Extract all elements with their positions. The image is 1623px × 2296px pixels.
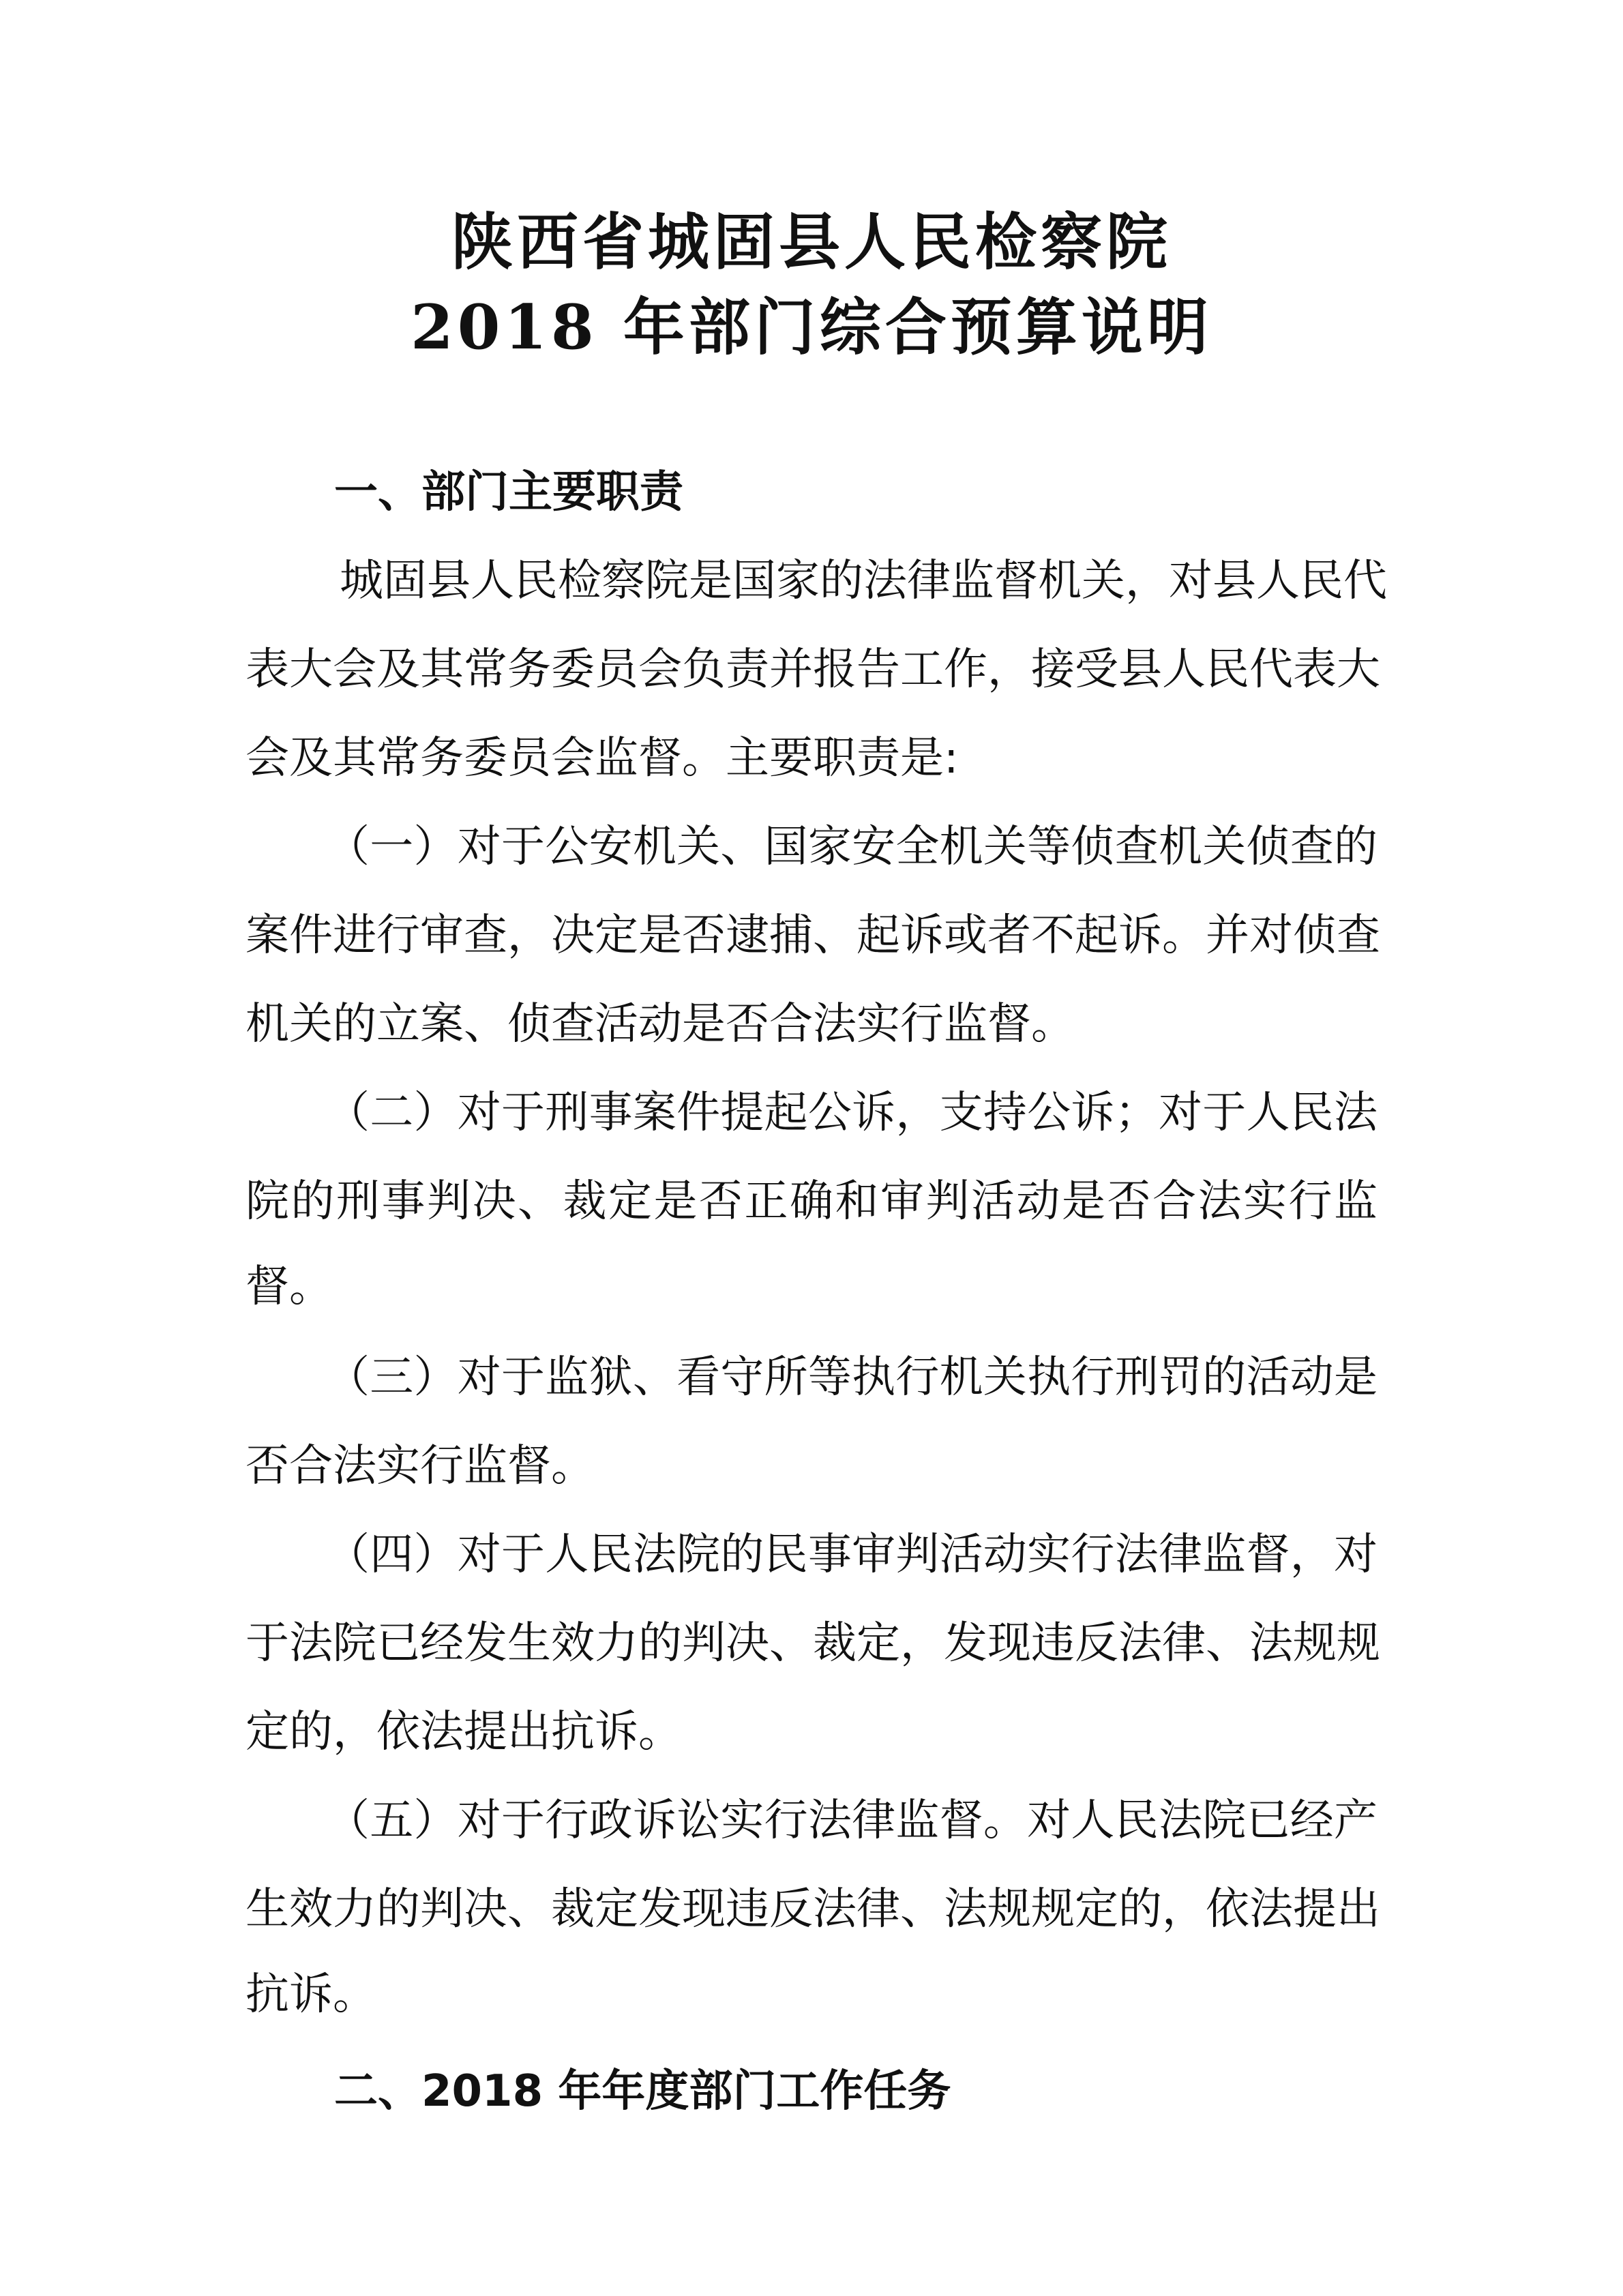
paragraph-line: （三）对于监狱、看守所等执行机关执行刑罚的活动是 [326, 1352, 1378, 1403]
document-title-line1: 陕西省城固县人民检察院 [451, 206, 1172, 278]
paragraph-line: （五）对于行政诉讼实行法律监督。对人民法院已经产 [326, 1795, 1378, 1846]
paragraph-line: 生效力的判决、裁定发现违反法律、法规规定的，依法提出 [245, 1884, 1380, 1935]
paragraph-line: 机关的立案、侦查活动是否合法实行监督。 [245, 999, 1075, 1049]
document-title-line2: 2018 年部门综合预算说明 [411, 291, 1212, 363]
paragraph-line: 抗诉。 [245, 1969, 376, 2020]
paragraph-line: 案件进行审查，决定是否逮捕、起诉或者不起诉。并对侦查 [245, 910, 1380, 961]
section-heading-tasks: 二、2018 年年度部门工作任务 [334, 2066, 951, 2117]
paragraph-line: 否合法实行监督。 [245, 1441, 595, 1491]
paragraph-line: 城固县人民检察院是国家的法律监督机关，对县人民代 [340, 556, 1387, 606]
paragraph-line: （一）对于公安机关、国家安全机关等侦查机关侦查的 [326, 822, 1378, 872]
paragraph-line: 会及其常务委员会监督。主要职责是: [245, 733, 959, 784]
paragraph-line: 院的刑事判决、裁定是否正确和审判活动是否合法实行监 [245, 1176, 1378, 1227]
paragraph-line: （四）对于人民法院的民事审判活动实行法律监督，对 [326, 1530, 1378, 1580]
paragraph-line: （二）对于刑事案件提起公诉，支持公诉；对于人民法 [326, 1088, 1378, 1138]
paragraph-line: 督。 [245, 1262, 333, 1312]
paragraph-line: 表大会及其常务委员会负责并报告工作，接受县人民代表大 [245, 644, 1380, 695]
paragraph-line: 定的，依法提出抗诉。 [245, 1707, 682, 1757]
section-heading-responsibilities: 一、部门主要职责 [334, 467, 683, 518]
paragraph-line: 于法院已经发生效力的判决、裁定，发现违反法律、法规规 [245, 1618, 1380, 1669]
